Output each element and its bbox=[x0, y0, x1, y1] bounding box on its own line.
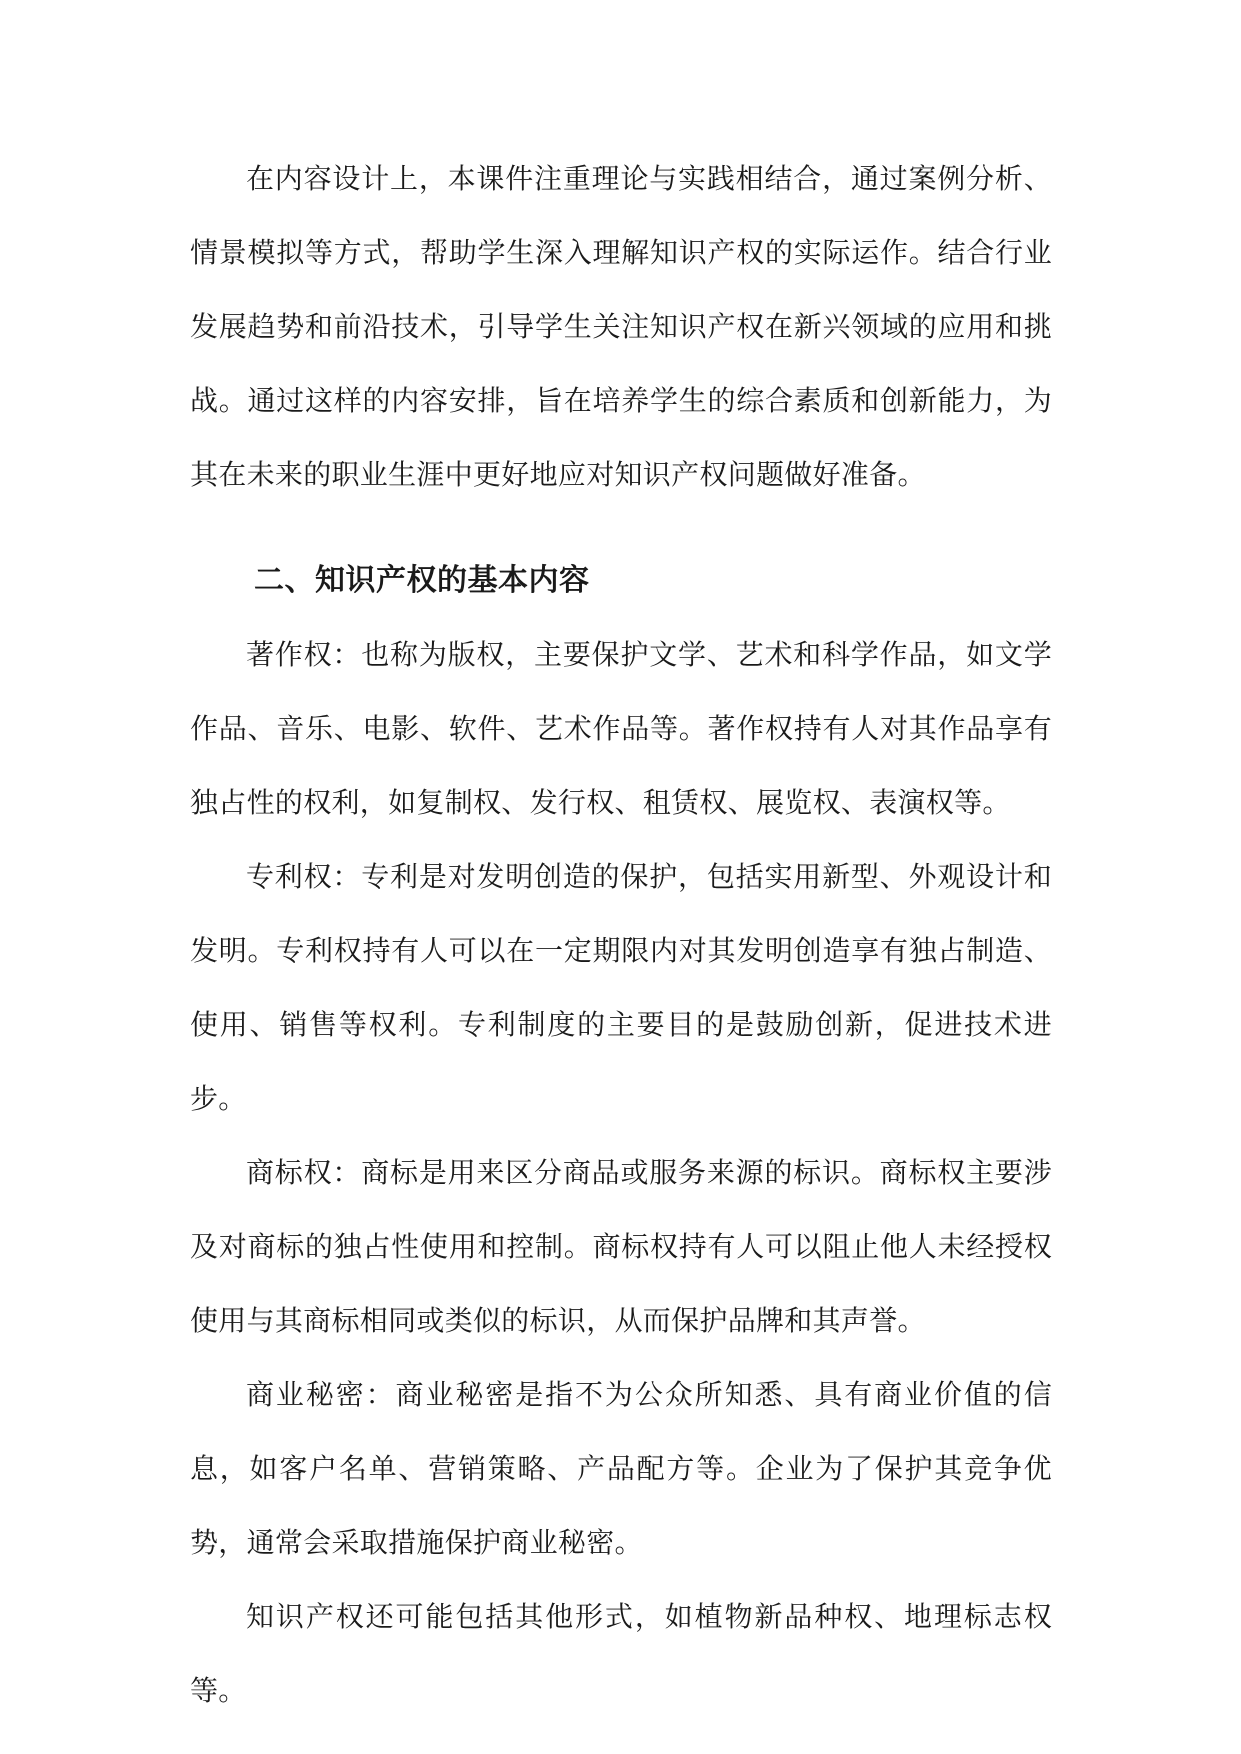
document-body bbox=[190, 142, 1052, 1728]
copyright-paragraph: 著作权：也称为版权，主要保护文学、艺术和科学作品，如文学作品、音乐、电影、软件、艺术作品等。著作权持有人对其作品享有独占性的权利，如复制权、发行权、租赁权、展览权、表演权等。 bbox=[190, 638, 1052, 819]
section-heading: 二、知识产权的基本内容 bbox=[254, 563, 590, 598]
intro-paragraph: 在内容设计上，本课件注重理论与实践相结合，通过案例分析、情景模拟等方式，帮助学生深入理解知识产权的实际运作。结合行业发展趋势和前沿技术，引导学生关注知识产权在新兴领域的应用和挑战。通过这样的内容安排，旨在培养学生的综合素质和创新能力，为其在未来的职业生涯中更好地应对知识产权问题做好准备。 bbox=[190, 162, 1052, 491]
other-forms-paragraph: 知识产权还可能包括其他形式，如植物新品种权、地理标志权等。 bbox=[190, 1600, 1052, 1707]
trademark-paragraph: 商标权：商标是用来区分商品或服务来源的标识。商标权主要涉及对商标的独占性使用和控制。商标权持有人可以阻止他人未经授权使用与其商标相同或类似的标识，从而保护品牌和其声誉。 bbox=[190, 1156, 1052, 1337]
patent-paragraph: 专利权：专利是对发明创造的保护，包括实用新型、外观设计和发明。专利权持有人可以在一定期限内对其发明创造享有独占制造、使用、销售等权利。专利制度的主要目的是鼓励创新，促进技术进步。 bbox=[190, 860, 1052, 1115]
trade-secret-paragraph: 商业秘密：商业秘密是指不为公众所知悉、具有商业价值的信息，如客户名单、营销策略、产品配方等。企业为了保护其竞争优势，通常会采取措施保护商业秘密。 bbox=[190, 1378, 1052, 1559]
